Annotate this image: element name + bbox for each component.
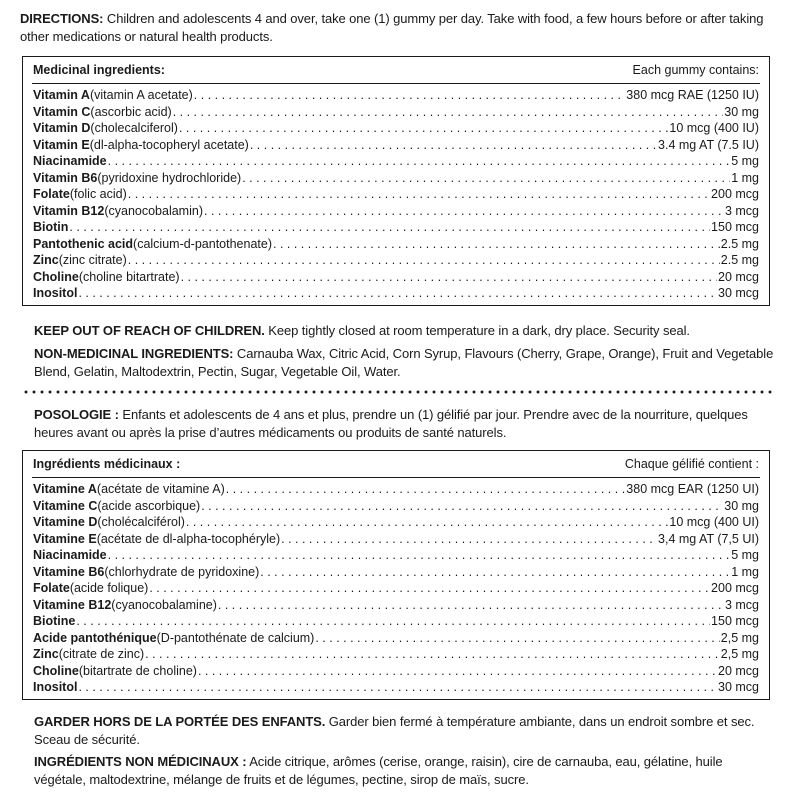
ingredient-row bbox=[33, 531, 759, 548]
dot-leader bbox=[128, 252, 720, 269]
ingredient-amount: 20 mcg bbox=[718, 663, 759, 678]
ingredient-name: Vitamin B12 bbox=[33, 203, 105, 218]
ingredient-name: Niacinamide bbox=[33, 548, 107, 562]
dot-leader bbox=[204, 203, 724, 220]
non-medicinal-fr-text: Acide citrique, arômes (cerise, orange, raisin), cire de carnauba, eau, gélatine, huile végétale, maltodextrine, mélange de fruits et de légumes, pectine, sirop de maïs, sucre. bbox=[34, 754, 723, 787]
ingredient-row bbox=[33, 597, 759, 614]
warning-fr-label: GARDER HORS DE LA PORTÉE DES ENFANTS. bbox=[34, 714, 326, 729]
dot-leader bbox=[201, 498, 723, 515]
ingredient-source: (pyridoxine hydrochloride) bbox=[97, 170, 242, 185]
ingredient-name: Acide pantothénique bbox=[33, 630, 157, 645]
ingredient-row bbox=[33, 679, 759, 696]
directions-fr-label: POSOLOGIE : bbox=[34, 407, 119, 422]
dot-leader bbox=[149, 580, 710, 597]
table-header-right: Chaque gélifié contient : bbox=[624, 457, 759, 471]
ingredient-amount: 20 mcg bbox=[718, 269, 759, 284]
ingredient-amount: 10 mcg (400 IU) bbox=[669, 121, 759, 135]
directions-fr bbox=[34, 406, 774, 442]
dot-leader bbox=[186, 514, 668, 531]
ingredient-row bbox=[33, 137, 759, 154]
ingredient-row bbox=[33, 564, 759, 581]
dot-leader bbox=[181, 269, 717, 286]
ingredient-source: (folic acid) bbox=[69, 187, 127, 201]
ingredient-amount: 3,4 mg AT (7,5 UI) bbox=[658, 531, 759, 546]
ingredient-row bbox=[33, 203, 759, 220]
ingredient-name: Vitamine A bbox=[33, 482, 97, 496]
ingredient-name: Niacinamide bbox=[33, 154, 107, 168]
ingredient-source: (citrate de zinc) bbox=[58, 647, 145, 661]
ingredient-name: Vitamin B6 bbox=[33, 170, 98, 185]
ingredient-amount: 5 mg bbox=[731, 548, 759, 562]
ingredient-name: Vitamine C bbox=[33, 498, 98, 513]
dot-leader bbox=[108, 547, 731, 564]
warning-en-label: KEEP OUT OF REACH OF CHILDREN. bbox=[34, 323, 265, 338]
section-separator bbox=[22, 390, 772, 394]
dot-leader bbox=[260, 564, 730, 581]
ingredient-rows-fr bbox=[33, 481, 759, 696]
dot-leader bbox=[198, 663, 717, 680]
dot-leader bbox=[273, 236, 720, 253]
ingredient-source: (cholecalciferol) bbox=[90, 121, 178, 135]
ingredient-amount: 1 mg bbox=[731, 170, 759, 185]
dot-leader bbox=[179, 120, 668, 137]
ingredient-amount: 2.5 mg bbox=[720, 236, 759, 251]
ingredient-name: Vitamine D bbox=[33, 515, 98, 529]
medicinal-ingredients-table-fr bbox=[22, 450, 770, 700]
ingredient-source: (chlorhydrate de pyridoxine) bbox=[104, 564, 260, 579]
ingredient-row bbox=[33, 285, 759, 302]
ingredient-source: (calcium-d-pantothenate) bbox=[133, 236, 272, 251]
ingredient-name: Choline bbox=[33, 269, 79, 284]
ingredient-amount: 10 mcg (400 UI) bbox=[669, 515, 759, 529]
ingredient-amount: 30 mg bbox=[724, 104, 759, 119]
table-header-right: Each gummy contains: bbox=[632, 63, 759, 77]
ingredient-source: (acétate de dl-alpha-tocophéryle) bbox=[96, 531, 281, 546]
directions-fr-text: Enfants et adolescents de 4 ans et plus, prendre un (1) gélifié par jour. Prendre avec de la nourriture, quelques heures avant ou après la prise d’autres médicaments ou produits de santé naturels. bbox=[34, 407, 748, 440]
dot-leader bbox=[242, 170, 730, 187]
ingredient-source: (dl-alpha-tocopheryl acetate) bbox=[89, 137, 249, 152]
table-header-left: Ingrédients médicinaux : bbox=[33, 457, 181, 471]
ingredient-row bbox=[33, 252, 759, 269]
ingredient-row bbox=[33, 481, 759, 498]
ingredient-amount: 380 mcg EAR (1250 UI) bbox=[626, 482, 759, 496]
ingredient-amount: 3 mcg bbox=[724, 597, 759, 612]
ingredient-amount: 200 mcg bbox=[711, 187, 759, 201]
dot-leader bbox=[218, 597, 724, 614]
ingredient-name: Biotine bbox=[33, 614, 76, 628]
ingredient-row bbox=[33, 498, 759, 515]
ingredient-row bbox=[33, 663, 759, 680]
directions-en-label: DIRECTIONS: bbox=[20, 11, 104, 26]
dot-leader bbox=[69, 219, 710, 236]
dot-leader bbox=[315, 630, 719, 647]
ingredient-row bbox=[33, 613, 759, 630]
ingredient-name: Vitamine B6 bbox=[33, 564, 105, 579]
ingredient-row bbox=[33, 580, 759, 597]
non-medicinal-en-label: NON-MEDICINAL INGREDIENTS: bbox=[34, 346, 234, 361]
ingredient-amount: 2.5 mg bbox=[720, 253, 759, 267]
non-medicinal-fr bbox=[34, 753, 774, 789]
dot-leader bbox=[250, 137, 657, 154]
ingredient-row bbox=[33, 104, 759, 121]
directions-en-text: Children and adolescents 4 and over, take one (1) gummy per day. Take with food, a few hours before or after taking other medications or natural health products. bbox=[20, 11, 764, 44]
ingredient-amount: 30 mcg bbox=[718, 680, 759, 694]
ingredient-source: (cyanocobalamine) bbox=[111, 597, 217, 612]
directions-en bbox=[20, 10, 780, 46]
ingredient-row bbox=[33, 87, 759, 104]
ingredient-amount: 2,5 mg bbox=[720, 630, 759, 645]
ingredient-source: (vitamin A acetate) bbox=[89, 88, 193, 102]
ingredient-amount: 30 mg bbox=[724, 498, 759, 513]
dot-leader bbox=[173, 104, 724, 121]
ingredient-name: Choline bbox=[33, 663, 79, 678]
ingredient-source: (cholécalciférol) bbox=[97, 515, 185, 529]
ingredient-row bbox=[33, 547, 759, 564]
table-header-left: Medicinal ingredients: bbox=[33, 63, 165, 77]
dot-leader bbox=[78, 679, 717, 696]
ingredient-name: Biotin bbox=[33, 220, 69, 234]
dot-leader bbox=[78, 285, 717, 302]
ingredient-amount: 3.4 mg AT (7.5 IU) bbox=[658, 137, 759, 152]
warning-en bbox=[34, 322, 774, 340]
ingredient-name: Vitamine E bbox=[33, 531, 97, 546]
ingredient-amount: 1 mg bbox=[731, 564, 759, 579]
dot-leader bbox=[108, 153, 731, 170]
ingredient-source: (zinc citrate) bbox=[58, 253, 127, 267]
ingredient-name: Vitamin A bbox=[33, 88, 90, 102]
warning-en-text: Keep tightly closed at room temperature in a dark, dry place. Security seal. bbox=[264, 323, 690, 338]
dot-leader bbox=[145, 646, 720, 663]
warning-fr bbox=[34, 713, 774, 749]
non-medicinal-en-text: Carnauba Wax, Citric Acid, Corn Syrup, Flavours (Cherry, Grape, Orange), Fruit and Vegetable Blend, Gelatin, Maltodextrin, Pectin, Sugar, Vegetable Oil, Water. bbox=[34, 346, 774, 379]
ingredient-source: (cyanocobalamin) bbox=[104, 203, 203, 218]
ingredient-row bbox=[33, 170, 759, 187]
ingredient-name: Vitamine B12 bbox=[33, 597, 112, 612]
dot-leader bbox=[194, 87, 626, 104]
ingredient-source: (ascorbic acid) bbox=[90, 104, 172, 119]
ingredient-amount: 2,5 mg bbox=[720, 647, 759, 661]
dot-leader bbox=[226, 481, 626, 498]
ingredient-row bbox=[33, 630, 759, 647]
ingredient-amount: 3 mcg bbox=[724, 203, 759, 218]
ingredient-name: Inositol bbox=[33, 680, 78, 694]
ingredient-amount: 150 mcg bbox=[711, 614, 759, 628]
non-medicinal-en bbox=[34, 345, 774, 381]
ingredient-name: Vitamin C bbox=[33, 104, 91, 119]
ingredient-amount: 380 mcg RAE (1250 IU) bbox=[626, 88, 759, 102]
dot-leader bbox=[76, 613, 710, 630]
ingredient-row bbox=[33, 236, 759, 253]
ingredient-row bbox=[33, 120, 759, 137]
ingredient-name: Folate bbox=[33, 187, 70, 201]
ingredient-source: (acide folique) bbox=[69, 581, 149, 595]
ingredient-name: Pantothenic acid bbox=[33, 236, 134, 251]
ingredient-source: (D-pantothénate de calcium) bbox=[156, 630, 315, 645]
ingredient-name: Vitamin D bbox=[33, 121, 91, 135]
ingredient-row bbox=[33, 514, 759, 531]
ingredient-row bbox=[33, 153, 759, 170]
ingredient-source: (acide ascorbique) bbox=[97, 498, 201, 513]
ingredient-row bbox=[33, 269, 759, 286]
ingredient-row bbox=[33, 186, 759, 203]
ingredient-name: Folate bbox=[33, 581, 70, 595]
non-medicinal-fr-label: INGRÉDIENTS NON MÉDICINAUX : bbox=[34, 754, 247, 769]
ingredient-name: Zinc bbox=[33, 647, 59, 661]
ingredient-rows-en bbox=[33, 87, 759, 302]
ingredient-name: Vitamin E bbox=[33, 137, 90, 152]
ingredient-source: (acétate de vitamine A) bbox=[96, 482, 225, 496]
ingredient-amount: 150 mcg bbox=[711, 220, 759, 234]
ingredient-source: (choline bitartrate) bbox=[78, 269, 180, 284]
ingredient-amount: 30 mcg bbox=[718, 286, 759, 300]
dot-leader bbox=[281, 531, 657, 548]
warning-fr-text: Garder bien fermé à température ambiante, dans un endroit sombre et sec. Sceau de sécurité. bbox=[34, 714, 755, 747]
ingredient-row bbox=[33, 646, 759, 663]
ingredient-amount: 5 mg bbox=[731, 154, 759, 168]
dot-leader bbox=[128, 186, 710, 203]
ingredient-amount: 200 mcg bbox=[711, 581, 759, 595]
ingredient-name: Inositol bbox=[33, 286, 78, 300]
ingredient-source: (bitartrate de choline) bbox=[78, 663, 197, 678]
ingredient-row bbox=[33, 219, 759, 236]
medicinal-ingredients-table-en bbox=[22, 56, 770, 306]
ingredient-name: Zinc bbox=[33, 253, 59, 267]
